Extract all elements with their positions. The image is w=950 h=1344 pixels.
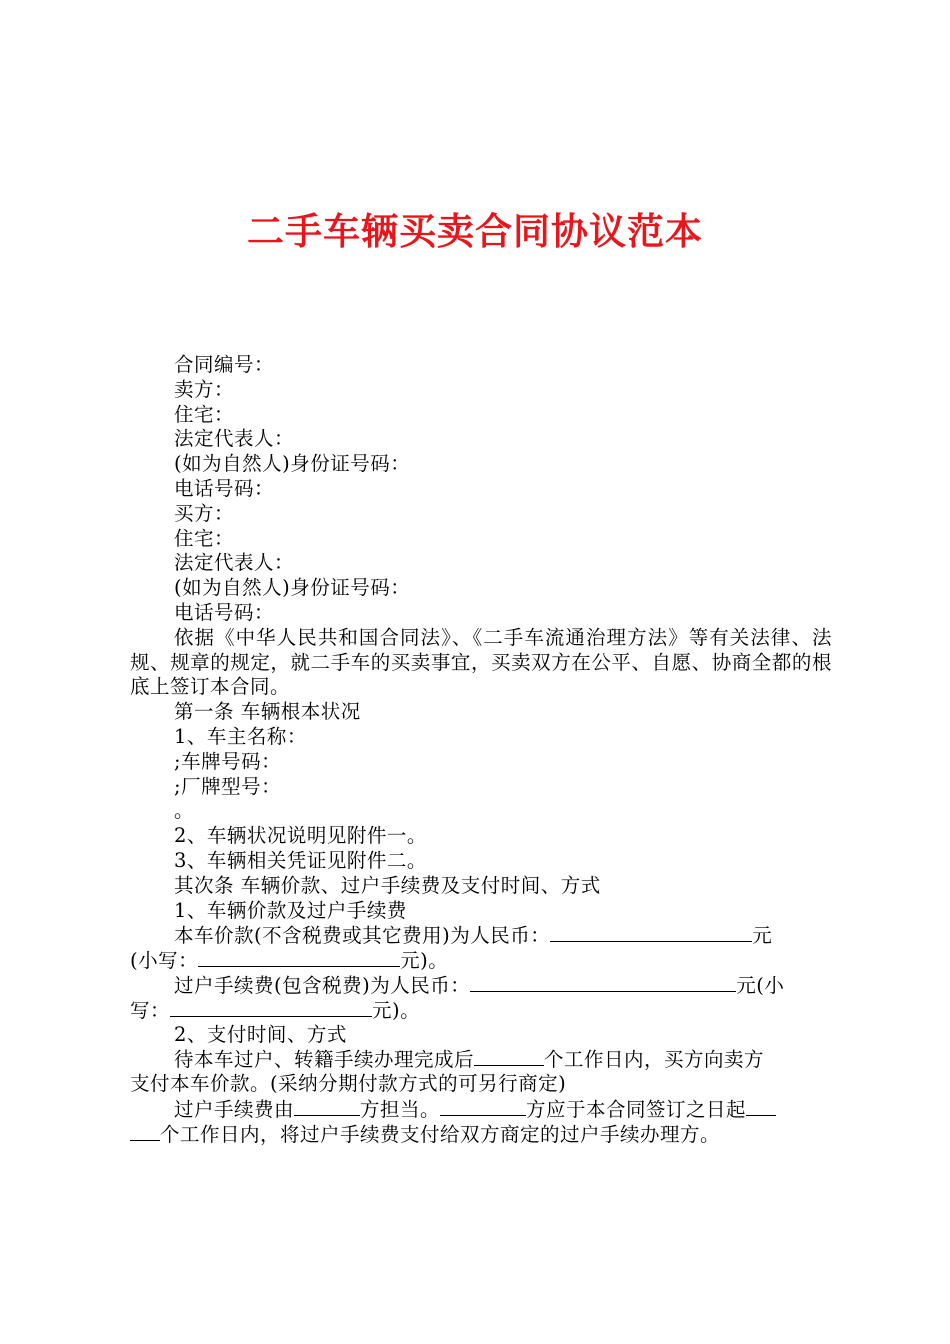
- field-seller: 卖方：: [174, 377, 235, 401]
- payment-line-2: 支付本车价款。(采纳分期付款方式的可另行商定): [130, 1072, 567, 1096]
- field-buyer: 买方：: [174, 501, 235, 525]
- fee-payer-blank[interactable]: [440, 1097, 526, 1116]
- fee-unit: 元(小: [736, 973, 785, 997]
- fee-label: 过户手续费(包含税费)为人民币：: [174, 973, 471, 997]
- price-blank[interactable]: [550, 923, 752, 942]
- fee-party-label: 过户手续费由: [174, 1097, 295, 1121]
- field-buyer-legal-rep: 法定代表人：: [174, 551, 295, 575]
- article-2-sub-1: 1、车辆价款及过户手续费: [174, 898, 407, 922]
- preamble-paragraph: 依据《中华人民共和国合同法》、《二手车流通治理方法》等有关法律、法规、规章的规定，就二手车的买卖事宜，买卖双方在公平、自愿、协商全都的根底上签订本合同。: [130, 625, 832, 699]
- article-1-period: 。: [174, 799, 195, 823]
- article-1-condition: 2、车辆状况说明见附件一。: [174, 824, 427, 848]
- fee-blank[interactable]: [470, 973, 736, 992]
- article-1-plate-number: ;车牌号码：: [174, 749, 282, 773]
- payment-label: 待本车过户、转籍手续办理完成后: [174, 1048, 475, 1072]
- price-small-label: (小写：: [130, 949, 199, 973]
- fee-small-blank[interactable]: [170, 998, 372, 1017]
- field-seller-legal-rep: 法定代表人：: [174, 427, 295, 451]
- article-2-heading: 其次条 车辆价款、过户手续费及支付时间、方式: [174, 873, 601, 897]
- payment-label-2: 个工作日内，买方向卖方: [544, 1048, 765, 1072]
- document-body: [130, 353, 832, 1147]
- article-1-documents: 3、车辆相关凭证见附件二。: [174, 848, 427, 872]
- fee-party-line: [130, 1097, 832, 1122]
- field-buyer-address: 住宅：: [174, 526, 235, 550]
- article-2-sub-2: 2、支付时间、方式: [174, 1022, 347, 1046]
- fee-party-line-2: [130, 1122, 832, 1147]
- field-buyer-id: (如为自然人)身份证号码：: [174, 576, 411, 600]
- field-seller-id: (如为自然人)身份证号码：: [174, 452, 411, 476]
- article-1-brand-model: ;厂牌型号：: [174, 774, 282, 798]
- article-1-owner-name: 1、车主名称：: [174, 724, 307, 748]
- fee-small-label: 写：: [130, 998, 171, 1022]
- fee-days-blank-cont[interactable]: [130, 1122, 160, 1141]
- field-buyer-phone: 电话号码：: [174, 600, 275, 624]
- document-title: 二手车辆买卖合同协议范本: [247, 209, 703, 253]
- fee-party-blank[interactable]: [294, 1097, 360, 1116]
- price-small-blank[interactable]: [198, 948, 400, 967]
- field-seller-phone: 电话号码：: [174, 476, 275, 500]
- price-label: 本车价款(不含税费或其它费用)为人民币：: [174, 924, 551, 948]
- price-line: [130, 923, 832, 948]
- fee-party-label-3: 方应于本合同签订之日起: [526, 1097, 747, 1121]
- field-seller-address: 住宅：: [174, 402, 235, 426]
- fee-small-line: [130, 998, 832, 1023]
- fee-line: [130, 973, 832, 998]
- price-small-line: [130, 948, 832, 973]
- fee-days-blank[interactable]: [746, 1097, 776, 1116]
- payment-line: [130, 1047, 832, 1072]
- fee-party-label-4: 个工作日内，将过户手续费支付给双方商定的过户手续办理方。: [160, 1122, 721, 1146]
- field-contract-number: 合同编号：: [174, 353, 275, 376]
- price-unit: 元: [752, 924, 773, 948]
- payment-days-blank[interactable]: [474, 1047, 544, 1066]
- fee-party-label-2: 方担当。: [360, 1097, 441, 1121]
- price-small-unit: 元)。: [400, 949, 449, 973]
- fee-small-unit: 元)。: [372, 998, 421, 1022]
- article-1-heading: 第一条 车辆根本状况: [174, 700, 361, 724]
